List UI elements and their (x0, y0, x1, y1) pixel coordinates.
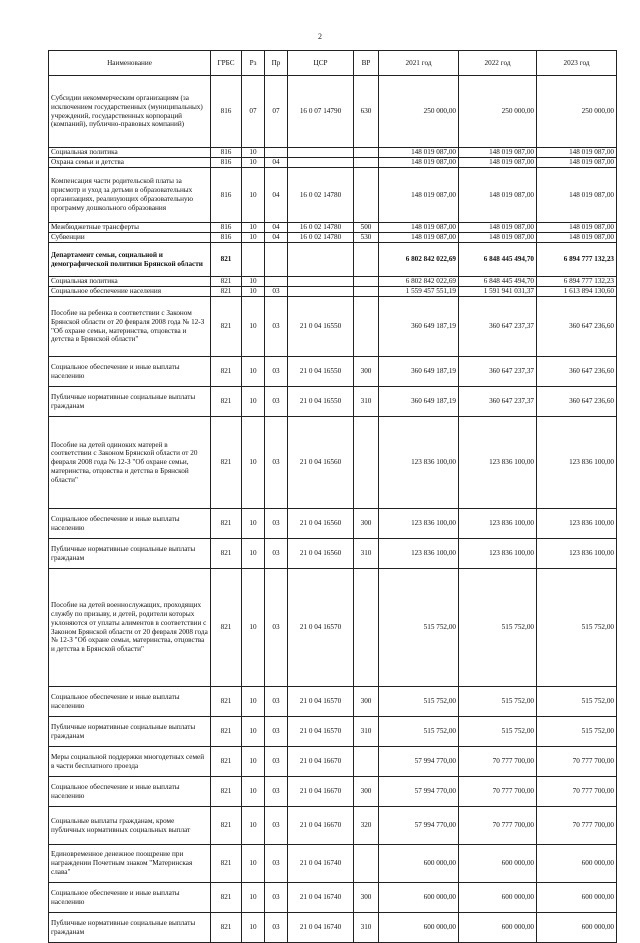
cell-2023: 148 019 087,00 (537, 223, 617, 233)
cell-csr: 21 0 04 16550 (288, 357, 354, 387)
cell-vr: 300 (354, 509, 379, 539)
cell-2021: 123 836 100,00 (379, 539, 459, 569)
cell-pr: 03 (265, 845, 288, 883)
cell-csr: 21 0 04 16740 (288, 845, 354, 883)
cell-vr (354, 243, 379, 277)
cell-2021: 148 019 087,00 (379, 158, 459, 168)
table-row (49, 387, 617, 417)
cell-rz: 10 (242, 233, 265, 243)
cell-vr: 300 (354, 357, 379, 387)
cell-2021: 250 000,00 (379, 76, 459, 148)
cell-2022: 250 000,00 (459, 76, 537, 148)
table-row (49, 148, 617, 158)
cell-pr: 03 (265, 287, 288, 297)
cell-csr: 16 0 07 14790 (288, 76, 354, 148)
cell-pr: 03 (265, 883, 288, 913)
cell-2021: 148 019 087,00 (379, 223, 459, 233)
cell-2021: 6 802 842 022,69 (379, 277, 459, 287)
cell-vr (354, 168, 379, 223)
table-row (49, 233, 617, 243)
cell-2022: 70 777 700,00 (459, 747, 537, 777)
cell-grbs: 816 (211, 158, 242, 168)
cell-2023: 70 777 700,00 (537, 807, 617, 845)
cell-rz: 10 (242, 777, 265, 807)
cell-pr: 03 (265, 357, 288, 387)
cell-grbs: 821 (211, 807, 242, 845)
cell-vr: 300 (354, 687, 379, 717)
cell-rz: 07 (242, 76, 265, 148)
cell-2021: 57 994 770,00 (379, 807, 459, 845)
cell-pr: 03 (265, 539, 288, 569)
cell-rz: 10 (242, 148, 265, 158)
cell-pr: 04 (265, 233, 288, 243)
cell-name: Социальное обеспечение и иные выплаты населению (49, 687, 211, 717)
cell-rz: 10 (242, 509, 265, 539)
table-row (49, 158, 617, 168)
cell-pr: 03 (265, 913, 288, 943)
table-row (49, 807, 617, 845)
cell-rz: 10 (242, 387, 265, 417)
cell-csr: 16 0 02 14780 (288, 223, 354, 233)
table-row (49, 297, 617, 357)
cell-2023: 600 000,00 (537, 845, 617, 883)
cell-rz: 10 (242, 297, 265, 357)
cell-2022: 70 777 700,00 (459, 777, 537, 807)
cell-2021: 57 994 770,00 (379, 747, 459, 777)
cell-rz: 10 (242, 807, 265, 845)
cell-vr: 310 (354, 387, 379, 417)
cell-rz: 10 (242, 168, 265, 223)
cell-grbs: 816 (211, 148, 242, 158)
cell-grbs: 821 (211, 539, 242, 569)
cell-pr: 03 (265, 297, 288, 357)
cell-vr: 310 (354, 913, 379, 943)
cell-2023: 250 000,00 (537, 76, 617, 148)
cell-2023: 123 836 100,00 (537, 509, 617, 539)
cell-csr: 21 0 04 16740 (288, 913, 354, 943)
cell-rz: 10 (242, 845, 265, 883)
cell-2023: 123 836 100,00 (537, 539, 617, 569)
cell-grbs: 816 (211, 168, 242, 223)
cell-pr: 03 (265, 717, 288, 747)
cell-2023: 6 894 777 132,23 (537, 277, 617, 287)
cell-2022: 600 000,00 (459, 883, 537, 913)
table-row (49, 509, 617, 539)
cell-2022: 360 647 237,37 (459, 387, 537, 417)
cell-2022: 148 019 087,00 (459, 168, 537, 223)
cell-rz: 10 (242, 417, 265, 509)
cell-csr: 21 0 04 16570 (288, 687, 354, 717)
cell-vr: 630 (354, 76, 379, 148)
cell-name: Межбюджетные трансферты (49, 223, 211, 233)
cell-name: Публичные нормативные социальные выплаты гражданам (49, 913, 211, 943)
cell-name: Социальное обеспечение и иные выплаты населению (49, 883, 211, 913)
table-row (49, 687, 617, 717)
table-row (49, 277, 617, 287)
cell-rz: 10 (242, 357, 265, 387)
cell-vr: 320 (354, 807, 379, 845)
cell-grbs: 821 (211, 777, 242, 807)
cell-grbs: 821 (211, 845, 242, 883)
cell-csr: 16 0 02 14780 (288, 233, 354, 243)
cell-grbs: 821 (211, 569, 242, 687)
cell-csr: 16 0 02 14780 (288, 168, 354, 223)
cell-name: Социальное обеспечение и иные выплаты населению (49, 509, 211, 539)
cell-pr: 03 (265, 417, 288, 509)
cell-pr: 03 (265, 687, 288, 717)
cell-csr: 21 0 04 16670 (288, 777, 354, 807)
header-2021: 2021 год (379, 51, 459, 76)
cell-pr (265, 243, 288, 277)
table-row (49, 287, 617, 297)
header-rz: Рз (242, 51, 265, 76)
cell-rz: 10 (242, 539, 265, 569)
cell-grbs: 816 (211, 76, 242, 148)
cell-2023: 148 019 087,00 (537, 148, 617, 158)
header-name: Наименование (49, 51, 211, 76)
table-row (49, 569, 617, 687)
cell-2022: 123 836 100,00 (459, 417, 537, 509)
cell-csr: 21 0 04 16670 (288, 747, 354, 777)
cell-2021: 360 649 187,19 (379, 387, 459, 417)
table-row (49, 913, 617, 943)
cell-2022: 148 019 087,00 (459, 158, 537, 168)
cell-2023: 515 752,00 (537, 717, 617, 747)
cell-2022: 123 836 100,00 (459, 539, 537, 569)
cell-pr (265, 277, 288, 287)
cell-grbs: 821 (211, 357, 242, 387)
cell-2023: 360 647 236,60 (537, 297, 617, 357)
cell-2022: 123 836 100,00 (459, 509, 537, 539)
cell-name: Социальная политика (49, 148, 211, 158)
table-row (49, 717, 617, 747)
cell-grbs: 816 (211, 233, 242, 243)
cell-2022: 600 000,00 (459, 845, 537, 883)
cell-csr: 21 0 04 16570 (288, 569, 354, 687)
cell-2022: 148 019 087,00 (459, 148, 537, 158)
cell-2021: 1 559 457 551,19 (379, 287, 459, 297)
cell-vr (354, 287, 379, 297)
cell-vr (354, 569, 379, 687)
cell-pr: 03 (265, 509, 288, 539)
cell-2023: 70 777 700,00 (537, 777, 617, 807)
cell-name: Социальное обеспечение и иные выплаты населению (49, 777, 211, 807)
header-csr: ЦСР (288, 51, 354, 76)
cell-csr: 21 0 04 16570 (288, 717, 354, 747)
cell-name: Субсидии некоммерческим организациям (за исключением государственных (муниципальных) учреждений, государственных корпораций (компаний), публично-правовых компаний) (49, 76, 211, 148)
cell-grbs: 821 (211, 243, 242, 277)
cell-2023: 148 019 087,00 (537, 158, 617, 168)
table-header-row (49, 51, 617, 76)
page-number: 2 (318, 32, 322, 41)
cell-2023: 70 777 700,00 (537, 747, 617, 777)
cell-vr (354, 297, 379, 357)
cell-2021: 123 836 100,00 (379, 417, 459, 509)
cell-name: Охрана семьи и детства (49, 158, 211, 168)
cell-name: Меры социальной поддержки многодетных семей в части бесплатного проезда (49, 747, 211, 777)
cell-name: Пособие на детей одиноких матерей в соответствии с Законом Брянской области от 20 февраля 2008 года № 12-З "Об охране семьи, материнства, отцовства и детства в Брянской области" (49, 417, 211, 509)
cell-vr: 300 (354, 777, 379, 807)
cell-name: Единовременное денежное поощрение при награждении Почетным знаком "Материнская слава" (49, 845, 211, 883)
header-2023: 2023 год (537, 51, 617, 76)
cell-name: Социальные выплаты гражданам, кроме публичных нормативных социальных выплат (49, 807, 211, 845)
cell-rz: 10 (242, 569, 265, 687)
cell-pr: 03 (265, 747, 288, 777)
table-row (49, 168, 617, 223)
cell-2021: 148 019 087,00 (379, 233, 459, 243)
header-pr: Пр (265, 51, 288, 76)
cell-rz (242, 243, 265, 277)
cell-grbs: 821 (211, 417, 242, 509)
table-row (49, 357, 617, 387)
cell-name: Социальное обеспечение и иные выплаты населению (49, 357, 211, 387)
cell-2022: 600 000,00 (459, 913, 537, 943)
cell-2023: 600 000,00 (537, 913, 617, 943)
cell-name: Компенсация части родительской платы за присмотр и уход за детьми в образовательных организациях, реализующих образовательную программу дошкольного образования (49, 168, 211, 223)
cell-2023: 600 000,00 (537, 883, 617, 913)
cell-pr: 04 (265, 168, 288, 223)
cell-grbs: 821 (211, 277, 242, 287)
cell-csr: 21 0 04 16550 (288, 297, 354, 357)
cell-csr: 21 0 04 16560 (288, 509, 354, 539)
cell-rz: 10 (242, 717, 265, 747)
cell-vr: 310 (354, 717, 379, 747)
cell-2021: 515 752,00 (379, 687, 459, 717)
header-vr: ВР (354, 51, 379, 76)
table-row (49, 845, 617, 883)
cell-2023: 148 019 087,00 (537, 168, 617, 223)
table-row (49, 747, 617, 777)
table-row (49, 539, 617, 569)
cell-name: Публичные нормативные социальные выплаты гражданам (49, 539, 211, 569)
header-2022: 2022 год (459, 51, 537, 76)
cell-2023: 1 613 894 130,60 (537, 287, 617, 297)
cell-rz: 10 (242, 687, 265, 717)
table-row (49, 223, 617, 233)
cell-name: Субвенции (49, 233, 211, 243)
cell-2022: 360 647 237,37 (459, 297, 537, 357)
cell-2022: 148 019 087,00 (459, 223, 537, 233)
cell-2022: 360 647 237,37 (459, 357, 537, 387)
cell-2023: 515 752,00 (537, 569, 617, 687)
cell-pr: 03 (265, 777, 288, 807)
cell-name: Публичные нормативные социальные выплаты гражданам (49, 387, 211, 417)
cell-grbs: 821 (211, 883, 242, 913)
cell-vr (354, 158, 379, 168)
cell-vr: 500 (354, 223, 379, 233)
budget-table (48, 50, 617, 943)
cell-2021: 360 649 187,19 (379, 357, 459, 387)
cell-grbs: 821 (211, 287, 242, 297)
cell-vr: 300 (354, 883, 379, 913)
cell-csr (288, 148, 354, 158)
cell-pr: 04 (265, 223, 288, 233)
cell-2021: 600 000,00 (379, 845, 459, 883)
cell-csr: 21 0 04 16560 (288, 539, 354, 569)
cell-vr (354, 277, 379, 287)
cell-2022: 515 752,00 (459, 569, 537, 687)
cell-rz: 10 (242, 223, 265, 233)
cell-2021: 57 994 770,00 (379, 777, 459, 807)
cell-2023: 360 647 236,60 (537, 357, 617, 387)
cell-rz: 10 (242, 158, 265, 168)
cell-2022: 70 777 700,00 (459, 807, 537, 845)
cell-2023: 148 019 087,00 (537, 233, 617, 243)
cell-vr (354, 417, 379, 509)
cell-2021: 148 019 087,00 (379, 168, 459, 223)
cell-grbs: 821 (211, 509, 242, 539)
cell-vr: 310 (354, 539, 379, 569)
cell-grbs: 821 (211, 297, 242, 357)
cell-2023: 515 752,00 (537, 687, 617, 717)
cell-rz: 10 (242, 883, 265, 913)
cell-pr: 07 (265, 76, 288, 148)
cell-pr: 03 (265, 387, 288, 417)
table-row (49, 777, 617, 807)
cell-name: Публичные нормативные социальные выплаты гражданам (49, 717, 211, 747)
cell-rz: 10 (242, 277, 265, 287)
cell-pr: 03 (265, 807, 288, 845)
cell-name: Пособие на ребенка в соответствии с Законом Брянской области от 20 февраля 2008 года № 12-З "Об охране семьи, материнства, отцовства и детства в Брянской области" (49, 297, 211, 357)
cell-grbs: 821 (211, 687, 242, 717)
cell-2023: 360 647 236,60 (537, 387, 617, 417)
cell-2021: 360 649 187,19 (379, 297, 459, 357)
cell-vr (354, 747, 379, 777)
cell-rz: 10 (242, 287, 265, 297)
cell-pr (265, 148, 288, 158)
table-row (49, 417, 617, 509)
cell-csr: 21 0 04 16550 (288, 387, 354, 417)
cell-2023: 123 836 100,00 (537, 417, 617, 509)
cell-vr (354, 148, 379, 158)
cell-pr: 03 (265, 569, 288, 687)
cell-2021: 515 752,00 (379, 717, 459, 747)
cell-2022: 148 019 087,00 (459, 233, 537, 243)
cell-name: Социальное обеспечение населения (49, 287, 211, 297)
cell-grbs: 816 (211, 223, 242, 233)
table-row (49, 243, 617, 277)
cell-name: Пособие на детей военнослужащих, проходящих службу по призыву, и детей, родители которых уклоняются от уплаты алиментов в соответствии с Законом Брянской области от 20 февраля 2008 года № 12-З "Об охране семьи, материнства, отцовства и детства в Брянской области" (49, 569, 211, 687)
cell-rz: 10 (242, 913, 265, 943)
cell-2022: 6 848 445 494,70 (459, 277, 537, 287)
cell-csr (288, 277, 354, 287)
header-grbs: ГРБС (211, 51, 242, 76)
cell-grbs: 821 (211, 913, 242, 943)
cell-rz: 10 (242, 747, 265, 777)
cell-2023: 6 894 777 132,23 (537, 243, 617, 277)
cell-vr: 530 (354, 233, 379, 243)
cell-2022: 6 848 445 494,70 (459, 243, 537, 277)
cell-2021: 600 000,00 (379, 913, 459, 943)
cell-name: Департамент семьи, социальной и демографической политики Брянской области (49, 243, 211, 277)
cell-2021: 515 752,00 (379, 569, 459, 687)
cell-2022: 1 591 941 031,37 (459, 287, 537, 297)
cell-csr (288, 158, 354, 168)
cell-grbs: 821 (211, 387, 242, 417)
cell-csr: 21 0 04 16560 (288, 417, 354, 509)
cell-2021: 123 836 100,00 (379, 509, 459, 539)
cell-csr: 21 0 04 16740 (288, 883, 354, 913)
cell-2022: 515 752,00 (459, 717, 537, 747)
cell-vr (354, 845, 379, 883)
cell-grbs: 821 (211, 747, 242, 777)
table-row (49, 76, 617, 148)
cell-2021: 600 000,00 (379, 883, 459, 913)
cell-grbs: 821 (211, 717, 242, 747)
cell-pr: 04 (265, 158, 288, 168)
table-row (49, 883, 617, 913)
cell-csr: 21 0 04 16670 (288, 807, 354, 845)
cell-2022: 515 752,00 (459, 687, 537, 717)
cell-name: Социальная политика (49, 277, 211, 287)
cell-csr (288, 287, 354, 297)
cell-2021: 148 019 087,00 (379, 148, 459, 158)
cell-2021: 6 802 842 022,69 (379, 243, 459, 277)
cell-csr (288, 243, 354, 277)
